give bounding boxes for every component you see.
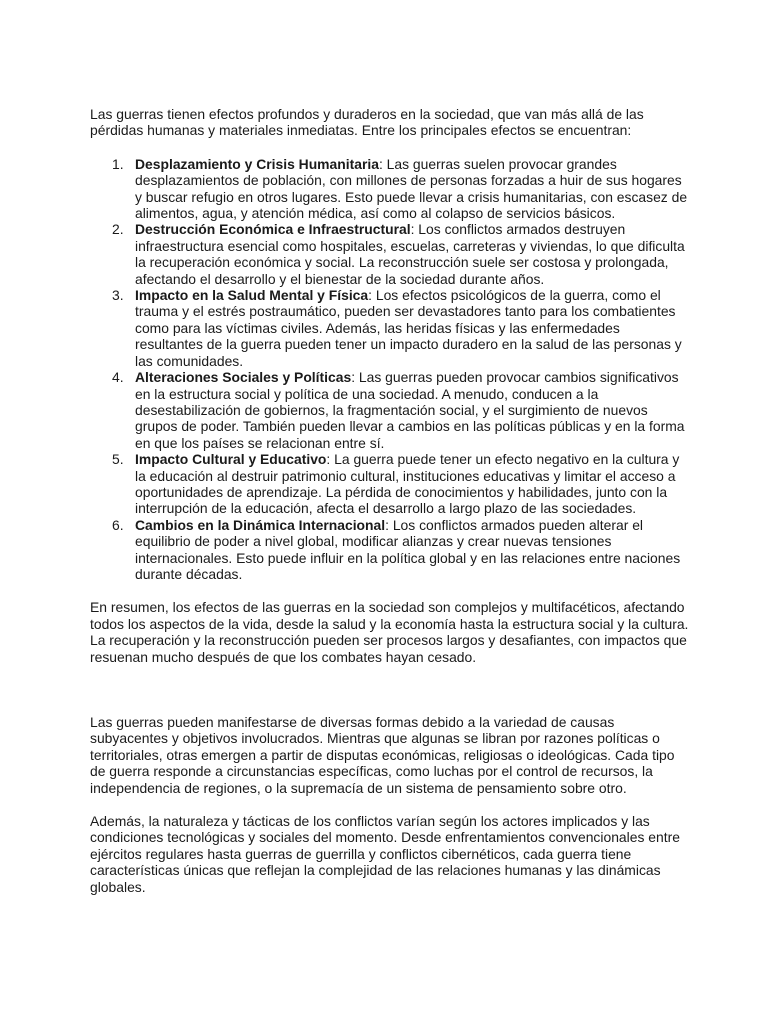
list-item [90,517,690,583]
list-item-text: : Los efectos psicológicos de la guerra, como el trauma y el estrés postraumático, pueden ser devastadores tanto para los combatientes como para las víctimas civiles. Además, las heridas físicas y las enfermedades resultantes de la guerra pueden tener un impacto duradero en la salud de las personas y las comunidades. [135,287,682,369]
list-item-text: : Las guerras pueden provocar cambios significativos en la estructura social y política de una sociedad. A menudo, conducen a la desestabilización de gobiernos, la fragmentación social, y el surgimiento de nuevos grupos de poder. También pueden llevar a cambios en las políticas públicas y en la forma en que los países se relacionan entre sí. [135,369,685,451]
war-types-paragraph: Las guerras pueden manifestarse de diversas formas debido a la variedad de causas subyacentes y objetivos involucrados. Mientras que algunas se libran por razones políticas o territoriales, otras emergen a partir de disputas económicas, religiosas o ideológicas. Cada tipo de guerra responde a circunstancias específicas, como luchas por el control de recursos, la independencia de regiones, o la supremacía de un sistema de pensamiento sobre otro. [90,714,675,796]
summary-paragraph: En resumen, los efectos de las guerras en la sociedad son complejos y multifacéticos, afectando todos los aspectos de la vida, desde la salud y la economía hasta la estructura social y la cultura. La recuperación y la reconstrucción pueden ser procesos largos y desafiantes, con impactos que resuenan mucho después de que los combates hayan cesado. [90,599,689,665]
document-page [90,106,690,895]
list-item-text: : La guerra puede tener un efecto negativo en la cultura y la educación al destruir patrimonio cultural, instituciones educativas y limitar el acceso a oportunidades de aprendizaje. La pérdida de conocimientos y habilidades, junto con la interrupción de la educación, afecta el desarrollo a largo plazo de las sociedades. [135,451,680,517]
list-item-title: Cambios en la Dinámica Internacional [135,516,386,533]
effects-list [90,156,690,583]
list-item [90,369,690,451]
intro-paragraph: Las guerras tienen efectos profundos y duraderos en la sociedad, que van más allá de las pérdidas humanas y materiales inmediatas. Entre los principales efectos se encuentran: [90,106,644,139]
conflict-nature-paragraph: Además, la naturaleza y tácticas de los conflictos varían según los actores implicados y las condiciones tecnológicas y sociales del momento. Desde enfrentamientos convencionales entre ejércitos regulares hasta guerras de guerrilla y conflictos cibernéticos, cada guerra tiene características únicas que reflejan la complejidad de las relaciones humanas y las dinámicas globales. [90,813,680,895]
list-item-number: 1. [112,155,124,172]
list-item-text: : Los conflictos armados destruyen infraestructura esencial como hospitales, escuelas, carreteras y viviendas, lo que dificulta la recuperación económica y social. La reconstrucción suele ser costosa y prolongada, afectando el desarrollo y el bienestar de la sociedad durante años. [135,221,685,287]
list-item-title: Destrucción Económica e Infraestructural [135,221,411,238]
list-item-title: Impacto en la Salud Mental y Física [135,287,369,304]
list-item-number: 3. [112,287,124,304]
list-item [90,287,690,369]
list-item-text: : Los conflictos armados pueden alterar el equilibrio de poder a nivel global, modificar alianzas y crear nuevas tensiones internacionales. Esto puede influir en la política global y en las relaciones entre naciones durante décadas. [135,516,681,582]
list-item-number: 5. [112,451,124,468]
list-item-title: Alteraciones Sociales y Políticas [135,369,352,386]
list-item-number: 6. [112,516,124,533]
list-item [90,451,690,517]
list-item [90,221,690,287]
list-item-title: Impacto Cultural y Educativo [135,451,327,468]
list-item [90,156,690,222]
list-item-title: Desplazamiento y Crisis Humanitaria [135,155,379,172]
list-item-number: 4. [112,369,124,386]
list-item-text: : Las guerras suelen provocar grandes desplazamientos de población, con millones de personas forzadas a huir de sus hogares y buscar refugio en otros lugares. Esto puede llevar a crisis humanitarias, con escasez de alimentos, agua, y atención médica, así como al colapso de servicios básicos. [135,155,688,222]
list-item-number: 2. [112,221,124,238]
